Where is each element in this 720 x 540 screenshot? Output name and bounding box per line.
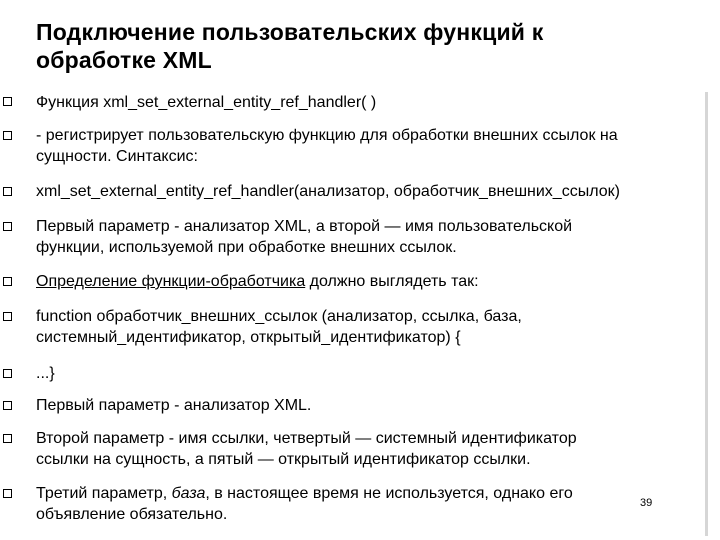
item-3-text: xml_set_external_entity_ref_handler(анализатор, обработчик_внешних_ссылок) [36,183,620,200]
square-bullet-icon [3,222,12,231]
square-bullet-icon [3,187,12,196]
bullet-item-7 [36,363,698,384]
item-10-line-2: объявление обязательно. [36,506,228,523]
item-10-part-a: Третий параметр, [36,485,172,502]
item-9-line-2: ссылки на сущность, а пятый — открытый идентификатор ссылки. [36,451,531,468]
slide-title-line-1: Подключение пользовательских функций к [36,19,544,45]
item-1-function-name: xml_set_external_entity_ref_handler( ) [103,94,377,111]
handler-definition-link[interactable]: Определение функции-обработчика [36,273,306,290]
bullet-item-8 [36,395,698,416]
slide-title [36,18,676,74]
page-number: 39 [640,497,653,509]
bullet-item-6 [36,306,698,348]
square-bullet-icon [3,369,12,378]
item-7-text: ...} [36,365,55,382]
square-bullet-icon [3,489,12,498]
bullet-item-4 [36,216,698,258]
item-9-line-1: Второй параметр - имя ссылки, четвертый — системный идентификатор [36,430,577,447]
bullet-item-9 [36,428,698,470]
item-6-line-1: function обработчик_внешних_ссылок (анализатор, ссылка, база, [36,308,522,325]
square-bullet-icon [3,277,12,286]
bullet-item-2 [36,125,698,167]
square-bullet-icon [3,312,12,321]
right-edge-rule [705,92,708,536]
bullet-item-3 [36,181,698,202]
square-bullet-icon [3,401,12,410]
bullet-item-10 [36,483,698,525]
bullet-item-5 [36,271,698,292]
square-bullet-icon [3,434,12,443]
item-10-line-1 [36,483,698,504]
item-5-rest: должно выглядеть так: [305,273,479,290]
item-1-prefix: Функция [36,94,104,111]
item-10-emphasis: база [171,485,206,502]
item-10-part-b: , в настоящее время не используется, однако его [205,485,573,502]
item-8-text: Первый параметр - анализатор XML. [36,397,312,414]
square-bullet-icon [3,97,12,106]
item-2-line-2: сущности. Синтаксис: [36,148,198,165]
item-2-line-1: - регистрирует пользовательскую функцию для обработки внешних ссылок на [36,127,618,144]
item-4-line-1: Первый параметр - анализатор XML, а второй — имя пользовательской [36,218,573,235]
square-bullet-icon [3,131,12,140]
bullet-item-1 [36,92,698,113]
item-6-line-2: системный_идентификатор, открытый_идентификатор) { [36,329,461,346]
item-4-line-2: функции, используемой при обработке внешних ссылок. [36,239,457,256]
slide-title-line-2: обработке XML [36,47,212,73]
